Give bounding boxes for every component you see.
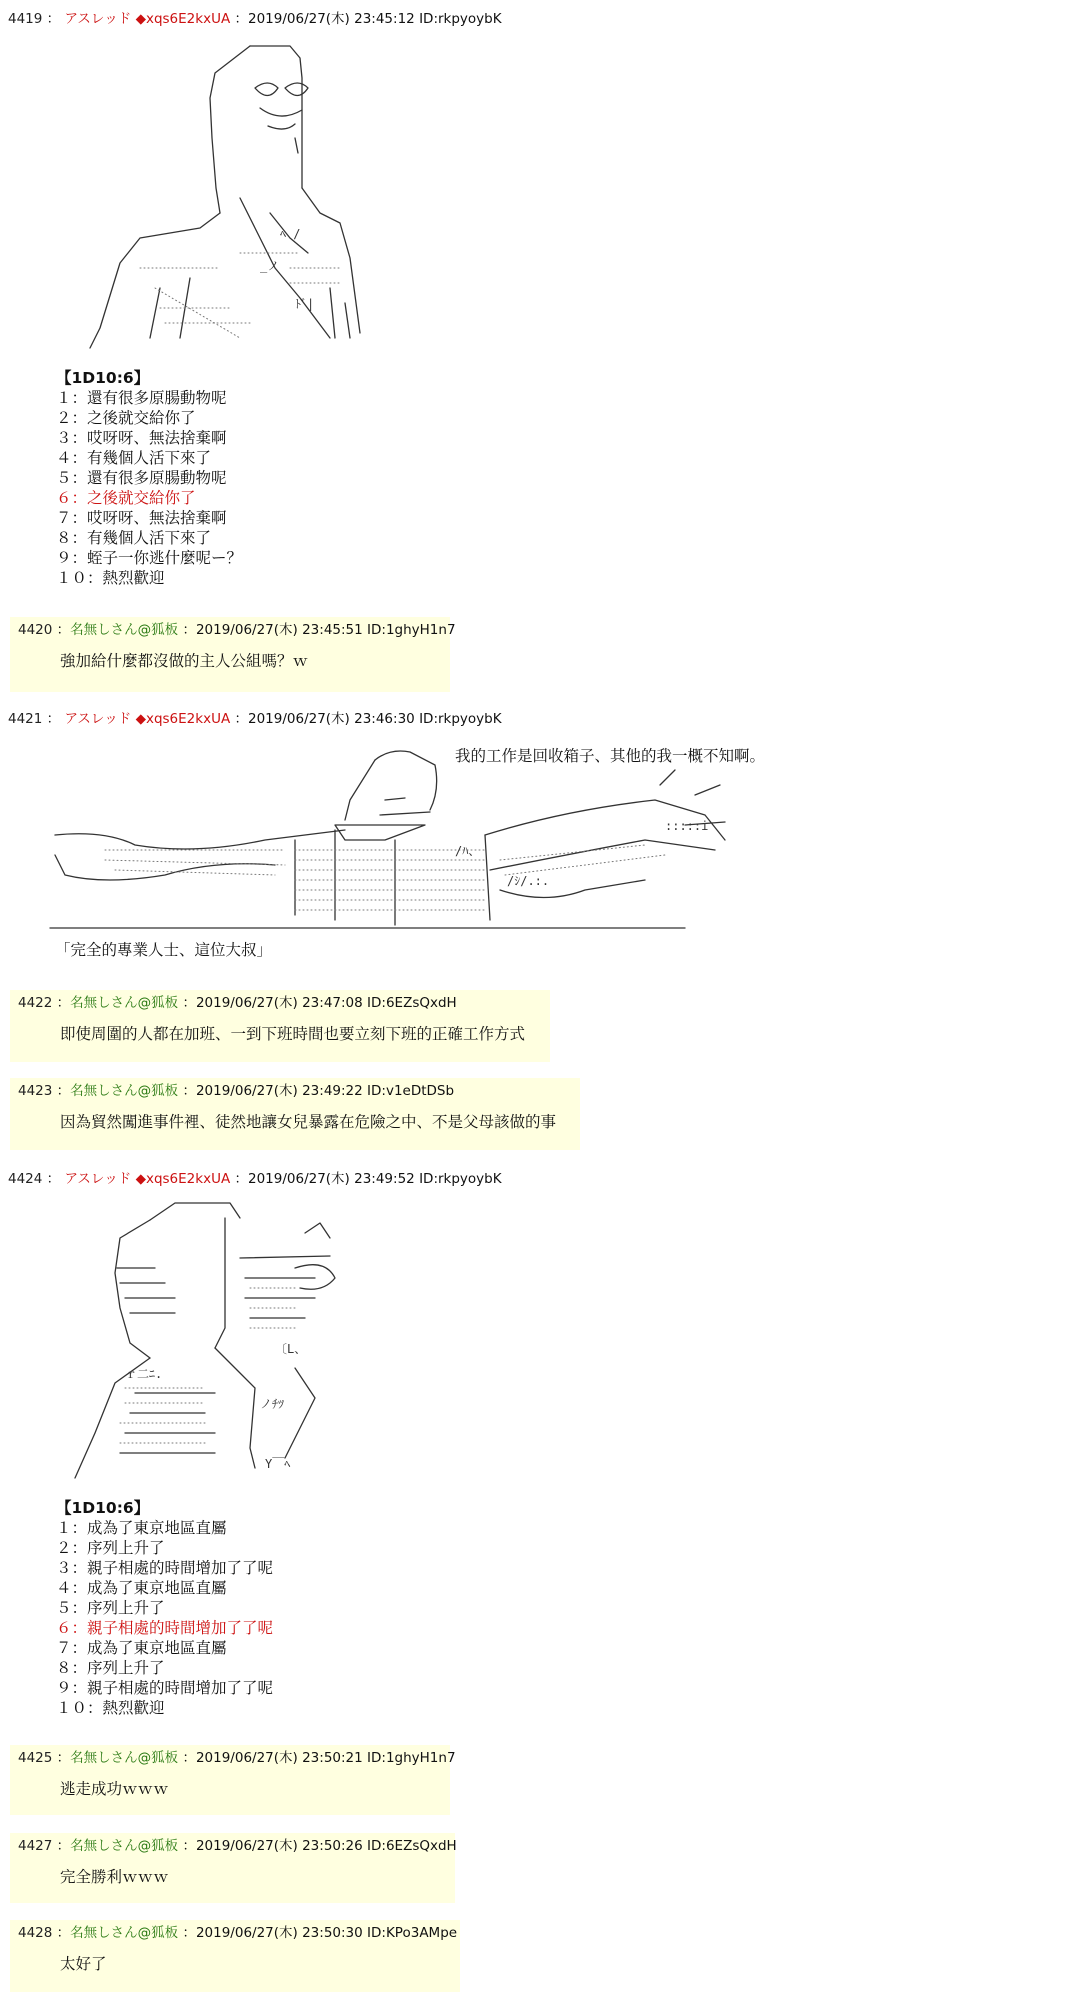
ascii-art-man-arms-outstretched (45, 740, 735, 935)
post-date: 2019/06/27(木) 23:45:51 (195, 622, 363, 638)
post-date: 2019/06/27(木) 23:50:26 (195, 1838, 363, 1854)
post-header-4424: 4424 ： アスレッド ◆xqs6E2kxUA ：2019/06/27(木) 23:49:52 ID:rkpyoybK (8, 1171, 502, 1187)
svg-text:/ｼ/.:.: /ｼ/.:. (507, 874, 550, 888)
poster-name[interactable]: 名無しさん@狐板 (70, 622, 179, 638)
reply-post-4423: 4423 ：名無しさん@狐板 ：2019/06/27(木) 23:49:22 ID:v1eDtDSb 因為貿然闖進事件裡、徒然地讓女兒暴露在危險之中、不是父母該做的事 (10, 1078, 580, 1150)
reply-post-4422: 4422 ：名無しさん@狐板 ：2019/06/27(木) 23:47:08 ID:6EZsQxdH 即使周圍的人都在加班、一到下班時間也要立刻下班的正確工作方式 (10, 990, 550, 1062)
post-date: 2019/06/27(木) 23:45:12 (247, 11, 415, 27)
dice-item: １：成為了東京地區直屬 (56, 1519, 227, 1537)
poster-name[interactable]: 名無しさん@狐板 (70, 1750, 179, 1766)
author-trip: ◆xqs6E2kxUA (135, 711, 231, 727)
post-date: 2019/06/27(木) 23:50:30 (195, 1925, 363, 1941)
dice-item: ８：有幾個人活下來了 (56, 529, 212, 547)
dice-result-list-1 (56, 368, 242, 588)
poster-name[interactable]: 名無しさん@狐板 (70, 1083, 179, 1099)
dice-title: 【1D10:6】 (56, 369, 150, 387)
post-number: 4425 (18, 1750, 53, 1766)
dice-item: ８：序列上升了 (56, 1659, 165, 1677)
dice-result-list-2 (56, 1498, 273, 1718)
post-id[interactable]: ID:6EZsQxdH (367, 995, 457, 1011)
post-date: 2019/06/27(木) 23:46:30 (247, 711, 415, 727)
reply-post-4425: 4425 ：名無しさん@狐板 ：2019/06/27(木) 23:50:21 ID:1ghyH1n7 逃走成功ｗｗｗ (10, 1745, 450, 1815)
post-number: 4428 (18, 1925, 53, 1941)
post-id[interactable]: ID:1ghyH1n7 (367, 1750, 456, 1766)
post-date: 2019/06/27(木) 23:47:08 (195, 995, 363, 1011)
dice-item: ５：還有很多原腸動物呢 (56, 469, 227, 487)
post-id[interactable]: ID:v1eDtDSb (367, 1083, 455, 1099)
svg-text:〔L、: 〔L、 (275, 1342, 307, 1356)
post-id[interactable]: ID:rkpyoybK (419, 1171, 502, 1187)
post-body: 因為貿然闖進事件裡、徒然地讓女兒暴露在危險之中、不是父母該做的事 (60, 1113, 557, 1131)
post-id[interactable]: ID:rkpyoybK (419, 11, 502, 27)
post-header-4421: 4421 ： アスレッド ◆xqs6E2kxUA ：2019/06/27(木) 23:46:30 ID:rkpyoybK (8, 711, 502, 727)
post-id[interactable]: ID:6EZsQxdH (367, 1838, 457, 1854)
post-id[interactable]: ID:KPo3AMpe (367, 1925, 458, 1941)
dice-item: ４：有幾個人活下來了 (56, 449, 212, 467)
dice-item: １０：熱烈歡迎 (56, 1699, 165, 1717)
poster-name[interactable]: 名無しさん@狐板 (70, 995, 179, 1011)
ascii-art-man-portrait (40, 38, 380, 353)
post-date: 2019/06/27(木) 23:49:52 (247, 1171, 415, 1187)
dice-item: １０：熱烈歡迎 (56, 569, 165, 587)
svg-text:_ノ: _ノ (260, 259, 280, 273)
post-number: 4421 (8, 711, 43, 727)
dice-item: ７：成為了東京地區直屬 (56, 1639, 227, 1657)
post-date: 2019/06/27(木) 23:49:22 (195, 1083, 363, 1099)
dice-item: ２：序列上升了 (56, 1539, 165, 1557)
dice-item: ３：親子相處的時間增加了了呢 (56, 1559, 274, 1577)
author-name[interactable]: アスレッド (64, 1171, 132, 1187)
poster-name[interactable]: 名無しさん@狐板 (70, 1925, 179, 1941)
svg-text::::::i: :::::i (665, 819, 709, 833)
post-number: 4420 (18, 622, 53, 638)
post-body: 強加給什麼都沒做的主人公組嗎？ｗ (60, 652, 309, 670)
svg-text:Y￣ﾍ: Y￣ﾍ (265, 1457, 291, 1471)
author-trip: ◆xqs6E2kxUA (135, 11, 231, 27)
svg-text:ﾍ /: ﾍ / (280, 227, 301, 241)
svg-text:ｒ二ﾆ.: ｒ二ﾆ. (125, 1367, 163, 1381)
post-body: 完全勝利ｗｗｗ (60, 1868, 169, 1886)
post-header-4419: 4419 ： アスレッド ◆xqs6E2kxUA ：2019/06/27(木) 23:45:12 ID:rkpyoybK (8, 11, 502, 27)
dice-item-selected: ６：親子相處的時間增加了了呢 (56, 1619, 274, 1637)
dice-item: ９：蛭子一你逃什麼呢ー？ (56, 549, 243, 567)
author-name[interactable]: アスレッド (64, 711, 132, 727)
post-date: 2019/06/27(木) 23:50:21 (195, 1750, 363, 1766)
ascii-art-man-pointing (55, 1198, 375, 1483)
dice-item: １：還有很多原腸動物呢 (56, 389, 227, 407)
post-caption: 「完全的專業人士、這位大叔」 (55, 941, 273, 959)
reply-post-4427: 4427 ：名無しさん@狐板 ：2019/06/27(木) 23:50:26 ID:6EZsQxdH 完全勝利ｗｗｗ (10, 1833, 455, 1903)
dice-item: ９：親子相處的時間增加了了呢 (56, 1679, 274, 1697)
post-body: 太好了 (60, 1955, 107, 1973)
svg-text:/ﾊ、: /ﾊ、 (455, 844, 481, 858)
post-id[interactable]: ID:rkpyoybK (419, 711, 502, 727)
svg-text:ﾄﾞ|: ﾄﾞ| (295, 297, 315, 311)
dice-item: ５：序列上升了 (56, 1599, 165, 1617)
post-number: 4423 (18, 1083, 53, 1099)
dice-item: ４：成為了東京地區直屬 (56, 1579, 227, 1597)
svg-text:ノﾁﾂ: ノﾁﾂ (260, 1397, 285, 1411)
dice-item: ３：哎呀呀、無法捨棄啊 (56, 429, 227, 447)
dice-item: ７：哎呀呀、無法捨棄啊 (56, 509, 227, 527)
reply-post-4420: 4420 ：名無しさん@狐板 ：2019/06/27(木) 23:45:51 ID:1ghyH1n7 強加給什麼都沒做的主人公組嗎？ｗ (10, 617, 450, 692)
post-id[interactable]: ID:1ghyH1n7 (367, 622, 456, 638)
author-name[interactable]: アスレッド (64, 11, 132, 27)
dice-item: ２：之後就交給你了 (56, 409, 196, 427)
poster-name[interactable]: 名無しさん@狐板 (70, 1838, 179, 1854)
post-body: 即使周圍的人都在加班、一到下班時間也要立刻下班的正確工作方式 (60, 1025, 526, 1043)
reply-post-4428: 4428 ：名無しさん@狐板 ：2019/06/27(木) 23:50:30 ID:KPo3AMpe 太好了 (10, 1920, 460, 1992)
post-body: 逃走成功ｗｗｗ (60, 1780, 169, 1798)
post-number: 4422 (18, 995, 53, 1011)
post-number: 4424 (8, 1171, 43, 1187)
speech-text: 我的工作是回收箱子、其他的我一概不知啊。 (455, 747, 766, 765)
dice-item-selected: ６：之後就交給你了 (56, 489, 196, 507)
dice-title: 【1D10:6】 (56, 1499, 150, 1517)
post-number: 4427 (18, 1838, 53, 1854)
author-trip: ◆xqs6E2kxUA (135, 1171, 231, 1187)
post-number: 4419 (8, 11, 43, 27)
